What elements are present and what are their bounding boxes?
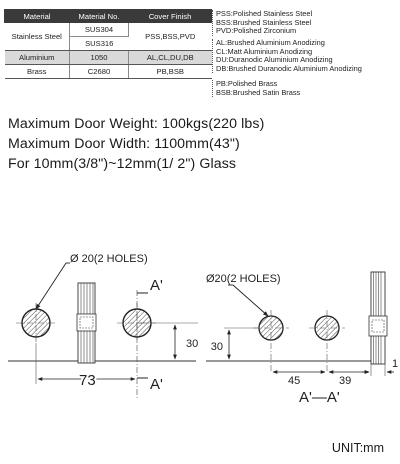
spec-max-weight: Maximum Door Weight: 100kgs(220 lbs) bbox=[8, 116, 265, 132]
cell-material-no: SUS304 bbox=[70, 23, 129, 37]
section-mark-top: A' bbox=[150, 277, 163, 294]
left-holes-label: Ø 20(2 HOLES) bbox=[70, 253, 148, 265]
right-view bbox=[206, 272, 398, 406]
spec-glass-thickness: For 10mm(3/8")~12mm(1/ 2") Glass bbox=[8, 156, 237, 172]
section-mark-bottom: A' bbox=[150, 376, 163, 393]
cell-finish: AL,CL,DU,DB bbox=[129, 51, 212, 65]
cell-material-no: SUS316 bbox=[70, 37, 129, 51]
legend-line: BSB:Brushed Satin Brass bbox=[216, 87, 301, 97]
header-cover-finish: Cover Finish bbox=[129, 10, 212, 23]
dim-30-left: 30 bbox=[186, 338, 199, 350]
header-material-no: Material No. bbox=[70, 10, 129, 23]
right-hole-2 bbox=[309, 310, 345, 372]
cell-material: Brass bbox=[5, 65, 70, 79]
glass-panel-side-right bbox=[369, 272, 387, 364]
left-hole-leader bbox=[36, 263, 66, 309]
right-hole-1 bbox=[253, 310, 289, 372]
cell-material-no: 1050 bbox=[70, 51, 129, 65]
legend-line: DB:Brushed Duranodic Aluminium Anodizing bbox=[216, 63, 362, 73]
right-hole-leader bbox=[233, 285, 268, 316]
dim-30-right: 30 bbox=[210, 341, 223, 353]
spec-max-width: Maximum Door Width: 1100mm(43") bbox=[8, 136, 240, 152]
header-material: Material bbox=[5, 10, 70, 23]
cell-finish: PB,BSB bbox=[129, 65, 212, 79]
section-view-label: A'—A' bbox=[299, 389, 340, 406]
legend-line: BSS:Brushed Stainless Steel bbox=[216, 17, 312, 27]
dim-1: 1 bbox=[392, 358, 399, 370]
legend-line: PSS:Polished Stainless Steel bbox=[216, 9, 313, 18]
unit-label: UNIT:mm bbox=[331, 441, 384, 455]
cell-material: Aluminium bbox=[5, 51, 70, 65]
legend-line: AL:Brushed Aluminium Anodizing bbox=[216, 38, 325, 47]
dim-39: 39 bbox=[339, 375, 352, 387]
legend-line: DU:Duranodic Aluminium Anodizing bbox=[216, 55, 333, 65]
cell-finish: PSS,BSS,PVD bbox=[129, 23, 212, 51]
legend-line: PVD:Polished Zirconium bbox=[216, 26, 297, 36]
cell-material: Stainless Steel bbox=[5, 23, 70, 51]
legend-line: PB:Polished Brass bbox=[216, 79, 278, 88]
glass-panel-side bbox=[77, 283, 96, 363]
cell-material-no: C2680 bbox=[70, 65, 129, 79]
legend-line: CL:Matt Aluminium Anodizing bbox=[216, 46, 313, 56]
right-holes-label: Ø20(2 HOLES) bbox=[206, 273, 281, 285]
dim-45: 45 bbox=[288, 375, 301, 387]
left-view bbox=[8, 253, 198, 398]
dim-73: 73 bbox=[79, 372, 96, 389]
